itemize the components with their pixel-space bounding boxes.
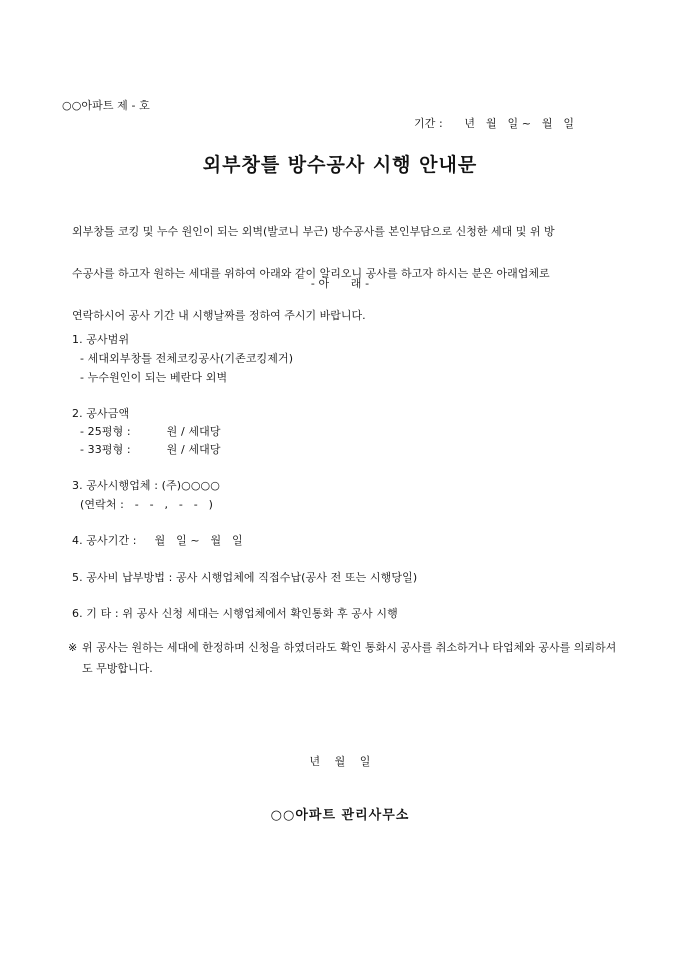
section-heading: 3. 공사시행업체 : (주)○○○○ — [72, 479, 220, 492]
page-title: 외부창틀 방수공사 시행 안내문 — [202, 154, 478, 176]
below-marker: - 아 래 - — [310, 277, 370, 290]
section-heading: 6. 기 타 : 위 공사 신청 세대는 시행업체에서 확인통화 후 공사 시행 — [72, 607, 398, 620]
section-heading: 4. 공사기간 : 월 일 ~ 월 일 — [72, 534, 243, 547]
note-mark: ※ — [68, 641, 78, 654]
intro-paragraph — [72, 200, 624, 347]
office-signature: ○○아파트 관리사무소 — [270, 808, 410, 823]
intro-line: 외부창틀 코킹 및 누수 원인이 되는 외벽(발코니 부근) 방수공사를 본인부담으로 신청한 세대 및 위 방 — [72, 225, 555, 238]
intro-line: 수공사를 하고자 원하는 세대를 위하여 아래와 같이 알리오니 공사를 하고자 하시는 분은 아래업체로 — [72, 267, 550, 280]
section-heading: 1. 공사범위 — [72, 333, 130, 346]
period-header: 기간 : 년 월 일 ~ 월 일 — [414, 117, 575, 130]
date-line: 년 월 일 — [309, 755, 371, 768]
contact-line: (연락처 : - - , - - ) — [80, 498, 213, 511]
document-number: ○○아파트 제 - 호 — [62, 99, 150, 112]
list-item: - 33평형 : 원 / 세대당 — [80, 443, 221, 456]
list-item: - 누수원인이 되는 베란다 외벽 — [80, 371, 228, 384]
section-heading: 5. 공사비 납부방법 : 공사 시행업체에 직접수납(공사 전 또는 시행당일) — [72, 571, 418, 584]
list-item: - 25평형 : 원 / 세대당 — [80, 425, 221, 438]
section-heading: 2. 공사금액 — [72, 407, 130, 420]
list-item: - 세대외부창틀 전체코킹공사(기존코킹제거) — [80, 352, 294, 365]
note-text: 위 공사는 원하는 세대에 한정하며 신청을 하였더라도 확인 통화시 공사를 취소하거나 타업체와 공사를 의뢰하셔도 무방합니다. — [82, 641, 617, 675]
intro-line: 연락하시어 공사 기간 내 시행날짜를 정하여 주시기 바랍니다. — [72, 309, 366, 322]
